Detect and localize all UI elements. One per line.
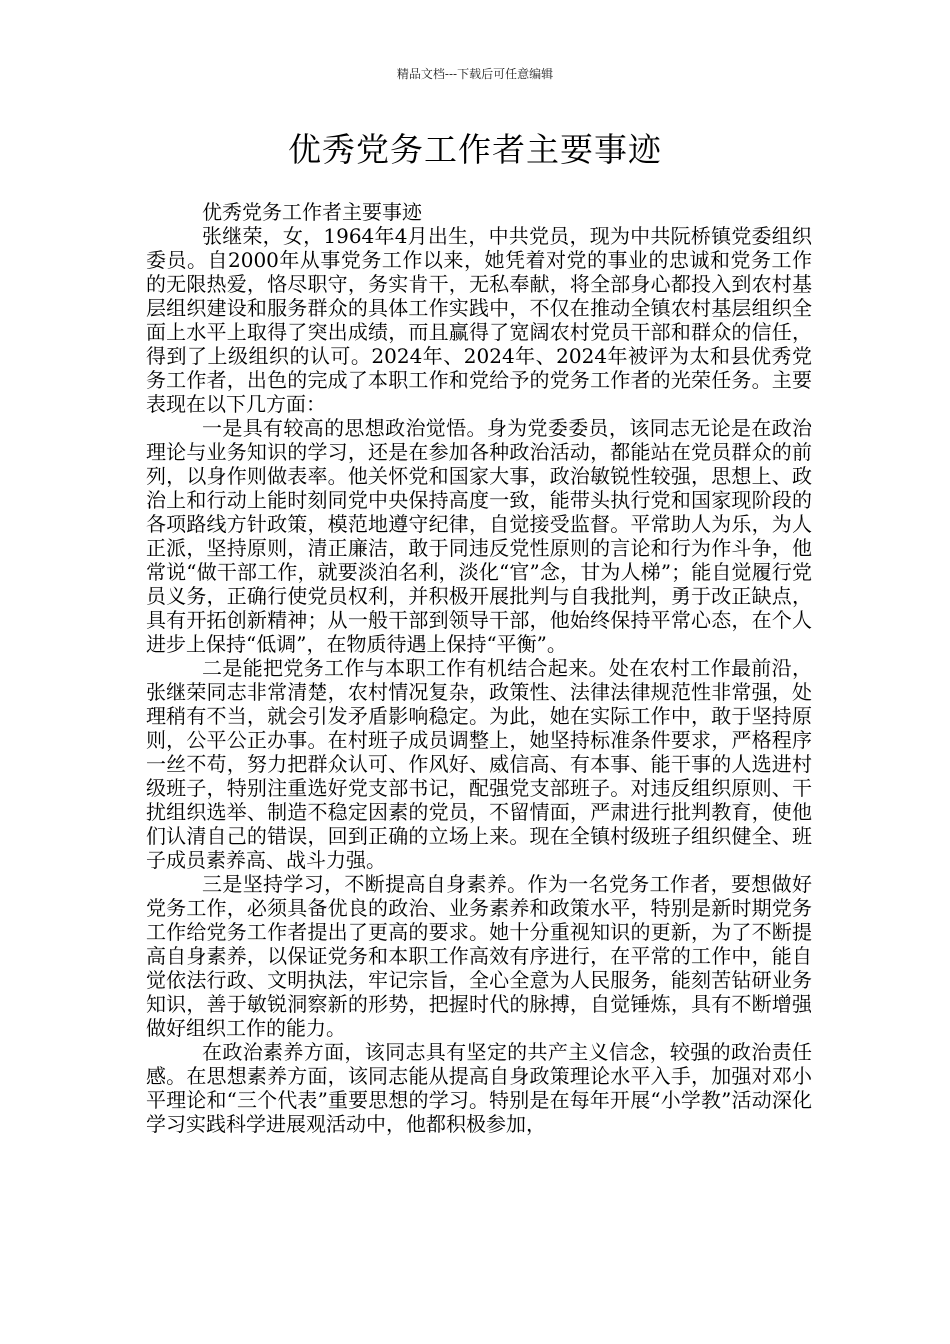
body-paragraph-point-3: 三是坚持学习，不断提高自身素养。作为一名党务工作者，要想做好党务工作，必须具备优良的政治、业务素养和政策水平，特别是新时期党务工作给党务工作者提出了更高的要求。她十分重视知识的更新，为了不断提高自身素养，以保证党务和本职工作高效有序进行，在平常的工作中，能自觉依法行政、文明执法，牢记宗旨，全心全意为人民服务，能刻苦钻研业务知识，善于敏锐洞察新的形势，把握时代的脉搏，自觉锤炼，具有不断增强做好组织工作的能力。	[146, 872, 812, 1040]
document-title: 优秀党务工作者主要事迹	[288, 130, 662, 169]
body-paragraph-political: 在政治素养方面，该同志具有坚定的共产主义信念，较强的政治责任感。在思想素养方面，该同志能从提高自身政策理论水平入手，加强对邓小平理论和“三个代表”重要思想的学习。特别是在每年开展“小学教”活动深化学习实践科学进展观活动中，他都积极参加，	[146, 1040, 812, 1136]
body-paragraph-point-2: 二是能把党务工作与本职工作有机结合起来。处在农村工作最前沿，张继荣同志非常清楚，农村情况复杂，政策性、法律法律规范性非常强，处理稍有不当，就会引发矛盾影响稳定。为此，她在实际工作中，敢于坚持原则，公平公正办事。在村班子成员调整上，她坚持标准条件要求，严格程序一丝不苟，努力把群众认可、作风好、威信高、有本事、能干事的人选进村级班子，特别注重选好党支部书记，配强党支部班子。对违反组织原则、干扰组织选举、制造不稳定因素的党员，不留情面，严肃进行批判教育，使他们认清自己的错误，回到正确的立场上来。现在全镇村级班子组织健全、班子成员素养高、战斗力强。	[146, 656, 812, 872]
body-paragraph-subtitle: 优秀党务工作者主要事迹	[202, 200, 422, 224]
document-body	[146, 200, 812, 1136]
body-paragraph-intro: 张继荣，女，1964年4月出生，中共党员，现为中共阮桥镇党委组织委员。自2000年从事党务工作以来，她凭着对党的事业的忠诚和党务工作的无限热爱，恪尽职守，务实肯干，无私奉献，将全部身心都投入到农村基层组织建设和服务群众的具体工作实践中，不仅在推动全镇农村基层组织全面上水平上取得了突出成绩，而且赢得了宽阔农村党员干部和群众的信任，得到了上级组织的认可。2024年、2024年、2024年被评为太和县优秀党务工作者，出色的完成了本职工作和党给予的党务工作者的光荣任务。主要表现在以下几方面：	[146, 224, 812, 416]
page-header-note: 精品文档---下载后可任意编辑	[396, 67, 554, 81]
body-paragraph-point-1: 一是具有较高的思想政治觉悟。身为党委委员，该同志无论是在政治理论与业务知识的学习，还是在参加各种政治活动，都能站在党员群众的前列，以身作则做表率。他关怀党和国家大事，政治敏锐性较强，思想上、政治上和行动上能时刻同党中央保持高度一致，能带头执行党和国家现阶段的各项路线方针政策，模范地遵守纪律，自觉接受监督。平常助人为乐，为人正派，坚持原则，清正廉洁，敢于同违反党性原则的言论和行为作斗争，他常说“做干部工作，就要淡泊名利，淡化“官”念，甘为人梯”；能自觉履行党员义务，正确行使党员权利，并积极开展批判与自我批判，勇于改正缺点，具有开拓创新精神；从一般干部到领导干部，他始终保持平常心态，在个人进步上保持“低调”，在物质待遇上保持“平衡”。	[146, 416, 812, 656]
